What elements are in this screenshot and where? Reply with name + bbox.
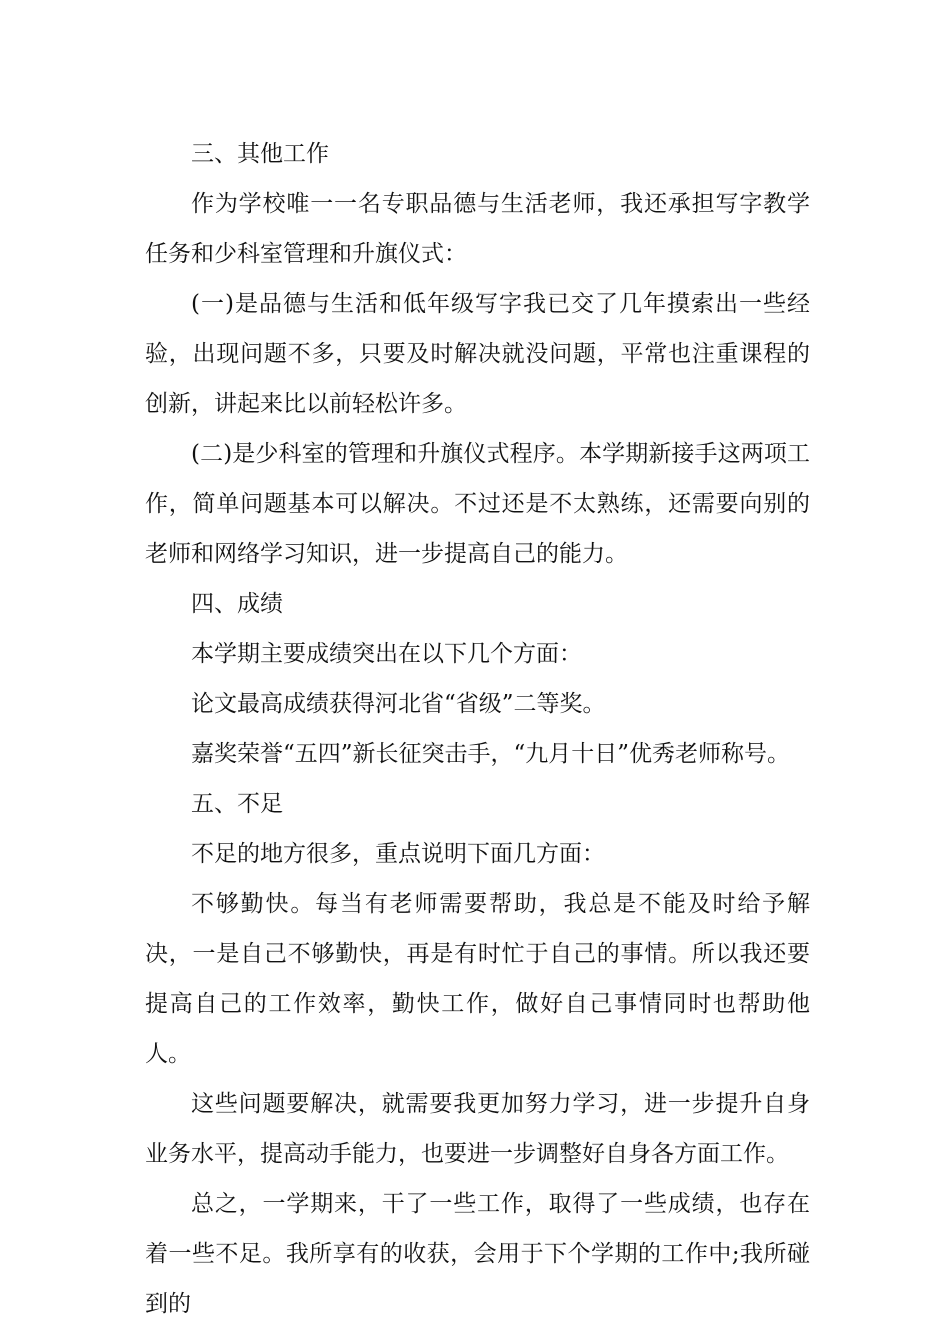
section-heading-shortcomings: 五、不足 [191,791,283,817]
paragraph: 嘉奖荣誉“五四”新长征突击手，“九月十日”优秀老师称号。 [191,741,791,767]
paragraph: 这些问题要解决，就需要我更加努力学习，进一步提升自身业务水平，提高动手能力，也要进一步调整好自身各方面工作。 [145,1091,810,1167]
section-heading-other-work: 三、其他工作 [191,141,329,167]
paragraph: 不足的地方很多，重点说明下面几方面： [191,841,605,867]
section-heading-achievements: 四、成绩 [191,591,283,617]
paragraph: 作为学校唯一一名专职品德与生活老师，我还承担写字教学任务和少科室管理和升旗仪式： [145,191,810,267]
paragraph: 不够勤快。每当有老师需要帮助，我总是不能及时给予解决，一是自己不够勤快，再是有时忙于自己的事情。所以我还要提高自己的工作效率，勤快工作，做好自己事情同时也帮助他人。 [145,891,810,1067]
paragraph: 总之，一学期来，干了一些工作，取得了一些成绩，也存在着一些不足。我所享有的收获，会用于下个学期的工作中;我所碰到的 [145,1191,810,1317]
paragraph: 论文最高成绩获得河北省“省级”二等奖。 [191,691,606,717]
document-body [145,129,810,1329]
paragraph: (二)是少科室的管理和升旗仪式程序。本学期新接手这两项工作，简单问题基本可以解决。不过还是不太熟练，还需要向别的老师和网络学习知识，进一步提高自己的能力。 [145,441,810,567]
paragraph: 本学期主要成绩突出在以下几个方面： [191,641,582,667]
paragraph: (一)是品德与生活和低年级写字我已交了几年摸索出一些经验，出现问题不多，只要及时解决就没问题，平常也注重课程的创新，讲起来比以前轻松许多。 [145,291,810,417]
